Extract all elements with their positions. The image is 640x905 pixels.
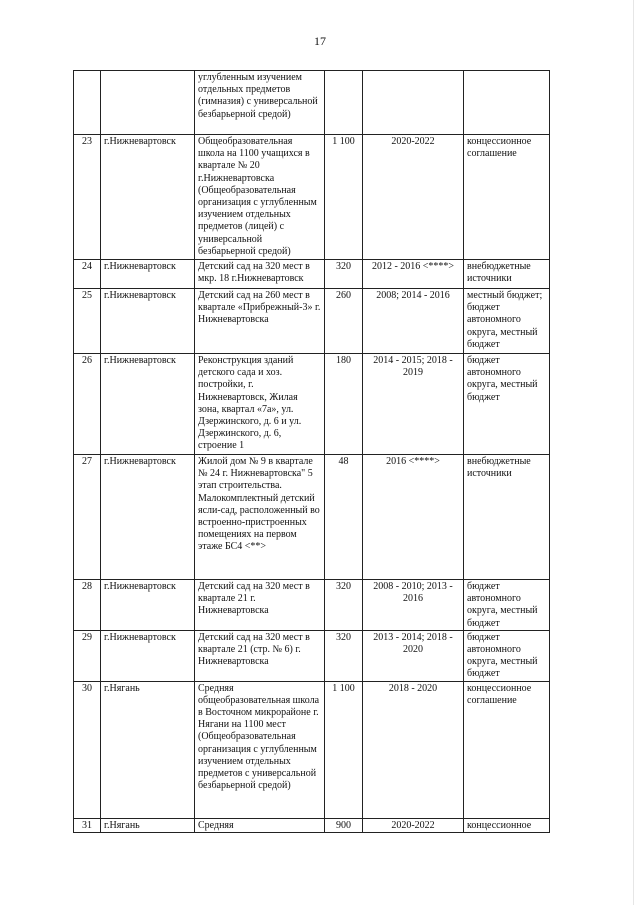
capacity-cell: 900: [325, 818, 363, 832]
municipality-cell: г.Нижневартовск: [101, 135, 195, 260]
table-row: [74, 354, 550, 455]
row-number: 25: [74, 289, 101, 354]
capacity-cell: 260: [325, 289, 363, 354]
table-row: [74, 260, 550, 289]
funding-source-cell: концессионное соглашение: [464, 135, 550, 260]
table-row: [74, 455, 550, 580]
funding-source-cell: местный бюджет; бюджет автономного округа, местный бюджет: [464, 289, 550, 354]
municipality-cell: г.Нижневартовск: [101, 630, 195, 681]
object-name-cell: Реконструкция зданий детского сада и хоз. постройки, г. Нижневартовск, Жилая зона, квартал «7а», ул. Дзержинского, д. 6 и ул. Дзержинского, д. 6, строение 1: [195, 354, 325, 455]
object-name-cell: Детский сад на 320 мест в квартале 21 г. Нижневартовска: [195, 580, 325, 631]
municipality-cell: г.Нягань: [101, 681, 195, 818]
table-row: [74, 580, 550, 631]
object-name-cell: Средняя общеобразовательная школа в Восточном микрорайоне г. Нягани на 1100 мест (Общеобразовательная организация с углубленным изучением отдельных предметов с универсальной безбарьерной средой): [195, 681, 325, 818]
row-number: 30: [74, 681, 101, 818]
row-number: 23: [74, 135, 101, 260]
funding-source-cell: внебюджетные источники: [464, 260, 550, 289]
row-number: 28: [74, 580, 101, 631]
row-number: 31: [74, 818, 101, 832]
municipality-cell: г.Нижневартовск: [101, 289, 195, 354]
table-row: [74, 71, 550, 135]
funding-source-cell: концессионное соглашение: [464, 681, 550, 818]
capacity-cell: 320: [325, 260, 363, 289]
municipality-cell: г.Нижневартовск: [101, 260, 195, 289]
capacity-cell: 320: [325, 630, 363, 681]
object-name-cell: Детский сад на 320 мест в квартале 21 (стр. № 6) г. Нижневартовска: [195, 630, 325, 681]
period-cell: 2018 - 2020: [363, 681, 464, 818]
table-row: [74, 681, 550, 818]
scan-edge: [633, 0, 634, 905]
period-cell: 2008; 2014 - 2016: [363, 289, 464, 354]
period-cell: 2008 - 2010; 2013 - 2016: [363, 580, 464, 631]
funding-source-cell: [464, 71, 550, 135]
capacity-cell: 1 100: [325, 681, 363, 818]
object-name-cell: углубленным изучением отдельных предметов (гимназия) с универсальной безбарьерной средой): [195, 71, 325, 135]
municipality-cell: г.Нижневартовск: [101, 354, 195, 455]
period-cell: 2016 <****>: [363, 455, 464, 580]
row-number: [74, 71, 101, 135]
table-row: [74, 818, 550, 832]
funding-source-cell: бюджет автономного округа, местный бюджет: [464, 580, 550, 631]
municipality-cell: г.Нижневартовск: [101, 580, 195, 631]
object-name-cell: Детский сад на 320 мест в мкр. 18 г.Нижневартовск: [195, 260, 325, 289]
funding-source-cell: бюджет автономного округа, местный бюджет: [464, 354, 550, 455]
municipality-cell: г.Нягань: [101, 818, 195, 832]
period-cell: 2020-2022: [363, 818, 464, 832]
facilities-table: [73, 70, 550, 833]
table-row: [74, 630, 550, 681]
row-number: 27: [74, 455, 101, 580]
table-row: [74, 289, 550, 354]
municipality-cell: [101, 71, 195, 135]
period-cell: 2014 - 2015; 2018 - 2019: [363, 354, 464, 455]
capacity-cell: 180: [325, 354, 363, 455]
object-name-cell: Жилой дом № 9 в квартале № 24 г. Нижневартовска" 5 этап строительства. Малокомплектный детский ясли-сад, расположенный во встроенно-пристроенных помещениях на первом этаже БС4 <**>: [195, 455, 325, 580]
row-number: 24: [74, 260, 101, 289]
period-cell: 2012 - 2016 <****>: [363, 260, 464, 289]
municipality-cell: г.Нижневартовск: [101, 455, 195, 580]
object-name-cell: Общеобразовательная школа на 1100 учащихся в квартале № 20 г.Нижневартовска (Общеобразовательная организация с углубленным изучением отдельных предметов (лицей) с универсальной безбарьерной средой): [195, 135, 325, 260]
period-cell: 2020-2022: [363, 135, 464, 260]
capacity-cell: [325, 71, 363, 135]
page-number: 17: [314, 34, 326, 48]
funding-source-cell: бюджет автономного округа, местный бюджет: [464, 630, 550, 681]
period-cell: [363, 71, 464, 135]
capacity-cell: 1 100: [325, 135, 363, 260]
capacity-cell: 48: [325, 455, 363, 580]
object-name-cell: Средняя: [195, 818, 325, 832]
row-number: 26: [74, 354, 101, 455]
funding-source-cell: концессионное: [464, 818, 550, 832]
table-row: [74, 135, 550, 260]
row-number: 29: [74, 630, 101, 681]
object-name-cell: Детский сад на 260 мест в квартале «Прибрежный-3» г. Нижневартовска: [195, 289, 325, 354]
period-cell: 2013 - 2014; 2018 - 2020: [363, 630, 464, 681]
capacity-cell: 320: [325, 580, 363, 631]
funding-source-cell: внебюджетные источники: [464, 455, 550, 580]
